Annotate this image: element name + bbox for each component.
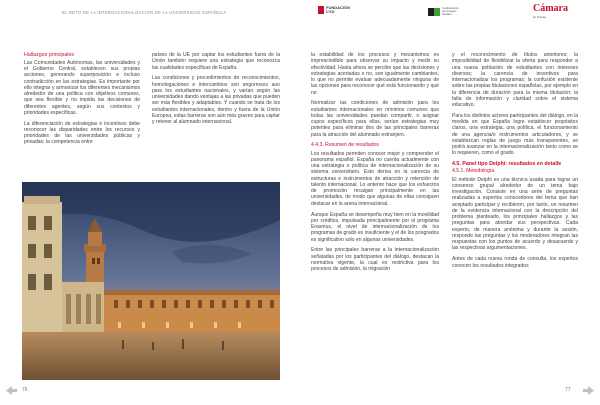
consejos-sociales-logo: Confederación de Consejos Sociales [428,7,459,16]
running-title: EL RETO DE LA INTERNACIONALIZACIÓN DE LA UNIVERSIDAD ESPAÑOLA [62,10,227,15]
paragraph: Normalizar las condiciones de admisión para los estudiantes internacionales en mínimos comunes que todas las universidades puedan compartir, o asignar cupos específicos para ellos, serían estrategias muy potentes para eliminar dos de las principales barreras para la atracción del alumnado extranjero. [311,100,439,138]
page-number-left: 76 [22,387,28,393]
paragraph: El método Delphi es una técnica usada para lograr un consenso grupal alrededor de un tema bajo investigación. Consiste en una serie de preguntas realizadas a expertos conocedores del tema que han aceptado participar y recibieron, por tanto, un resumen de la evidencia internacional con la descripción del problema planteado, los principales hallazgos y las preguntas para abordar sus perspectivas. Cada experto, de manera anónima y durante la sesión, responde las preguntas y los moderadores integran las respuestas con los puntos de acuerdo y desacuerdo y las respectivas argumentaciones. [452,176,578,252]
column-1 [24,52,140,150]
column-4 [452,52,578,273]
subsection-heading: 4.5.1. Metodología [452,168,495,175]
column-2 [152,52,280,130]
paragraph: la estabilidad de los procesos y mecanismos es imprescindible para observar su impacto y medir su efectividad. Hasta ahora se percibe que las decisiones y estrategias acertadas o no, son igualmente cambiantes, lo que no permite evaluar adecuadamente ninguna de las opciones para reconocer qué está funcionando y qué no. [311,52,439,96]
paragraph: y el reconocimiento de títulos anteriores; la imposibilidad de flexibilizar la oferta para responder a una nueva población de estudiantes con intereses diversos; la carencia de incentivos para internacionalizar los programas; la confusión existente sobre las propias titulaciones españolas, por ejemplo en la diferencia de duración para la misma titulación; la falta de información y claridad sobre el sistema educativo. [452,52,578,108]
paragraph: países de la UE por captar los estudiantes fuera de la Unión también requiere una estrategia que reconozca las cualidades específicas de España. [152,52,280,71]
paragraph: Para los distintos actores participantes del diálogo, en la medida en que España logre establecer propósitos claros, una estrategia, una política, el funcionamiento de una agencia/o instrumentos articuladores, y se establezcan reglas de juego más transparentes, se podrá avanzar en la internacionalización tanto como se lo requieren, como el grado. [452,112,578,157]
section-heading: Hallazgos principales [24,52,75,58]
cyd-mark-icon [318,6,324,14]
paragraph: La diferenciación de estrategias e incentivos debe reconocer las disparidades entre los recursos y prioridades de las universidades públicas y privadas; la competencia entre [24,120,140,146]
section-heading: 4.5. Panel tipo Delphi: resultados en detalle [452,161,562,168]
next-page-arrow-icon[interactable] [583,386,594,395]
ccpe-mark-icon [428,8,440,16]
paragraph: Las condiciones y procedimientos de reconocimientos, homologaciones e intercambios son engorrosos aun para los estudiantes nacionales, y varían según las universidades dando ventajas a las privadas que pueden ser más flexibles y adaptables. Y cuando se trata de los estudiantes internacionales, dentro y fuera de la Unión Europea, estas barreras son aún más graves para captar y retener al alumnado internacional. [152,75,280,126]
subsection-heading: 4.4.3. Resumen de resultados [311,142,379,149]
camara-logo: Cámara de España [533,3,568,19]
paragraph: Aunque España se desempeña muy bien en la movilidad por créditos, impulsada principalmente por el programa Erasmus, el nivel de internacionalización de los programas de grado es insuficiente y el de los posgrados es significativo solo en algunas universidades. [311,211,439,243]
previous-page-arrow-icon[interactable] [6,386,17,395]
photo-illustration [22,182,280,380]
paragraph: Antes de cada nueva ronda de consulta, los expertos conocen los resultados integrados [452,256,578,269]
cityscape-photo [22,182,280,380]
column-3 [311,52,439,277]
fundacion-cyd-logo: FUNDACIÓN CYD [318,6,350,15]
page-number-right: 77 [565,387,571,393]
paragraph: Entre las principales barreras a la internacionalización señaladas por los participantes del diálogo, destacan la normativa vigente, la cual es restrictiva para los procesos de admisión, la migración [311,247,439,273]
paragraph: Los resultados permiten conocer mejor y comprender el panorama español. España no cuenta actualmente con una estrategia o política de internacionalización de su sistema universitario. Esto deriva en la carencia de estructuras e instrumentos de atracción y retención de talento internacional. Lo anterior hace que los esfuerzos de promoción recaigan principalmente en las universidades, de modo que algunas de ellas consiguen destacar en la arena internacional. [311,150,439,207]
paragraph: Las Comunidades Autónomas, las universidades y el Gobierno Central, establecen sus propias acciones, generando superposición e incluso contradicción en las estrategias. Es importante por ello integrar y armonizar los diferentes mecanismos alrededor de una política con objetivos comunes, que sea flexible y no impida las decisiones de diferentes agentes, según sus contextos y prioridades específicas. [24,59,140,116]
page-header [0,0,600,22]
